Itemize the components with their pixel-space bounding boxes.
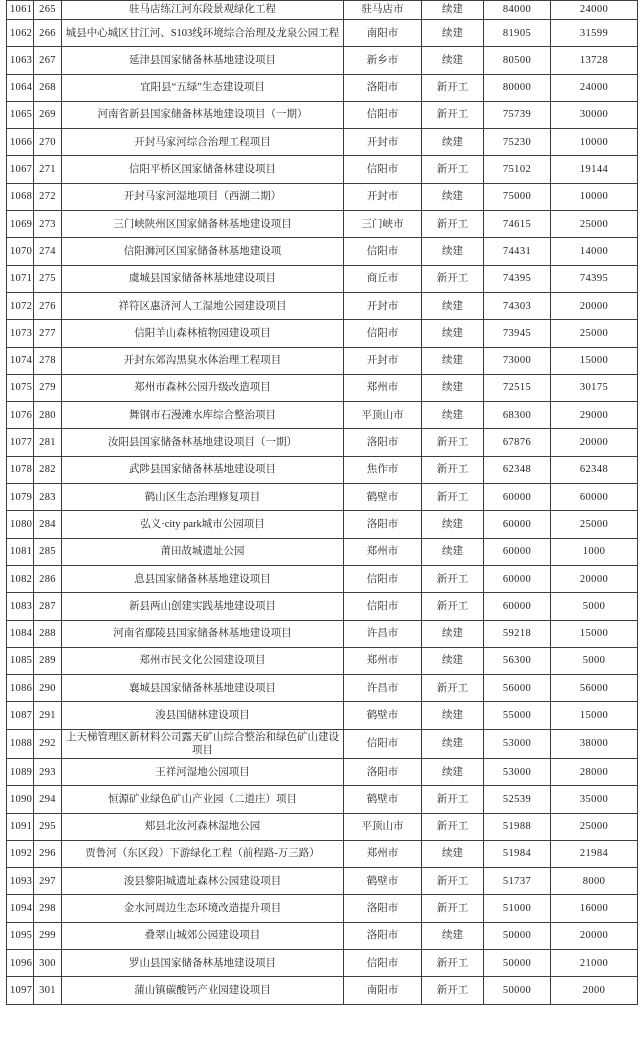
cell-status: 续建: [422, 347, 484, 374]
cell-row-number: 1086: [7, 675, 34, 702]
cell-row-number: 1065: [7, 101, 34, 128]
table-row: [7, 511, 638, 538]
cell-value-1: 62348: [484, 456, 551, 483]
cell-city: 信阳市: [344, 729, 422, 758]
cell-city: 信阳市: [344, 238, 422, 265]
cell-city: 平顶山市: [344, 402, 422, 429]
cell-project-name: 三门峡陕州区国家储备林基地建设项目: [62, 211, 344, 238]
cell-project-name: 开封马家河综合治理工程项目: [62, 129, 344, 156]
cell-status: 新开工: [422, 786, 484, 813]
cell-value-2: 20000: [551, 922, 638, 949]
cell-project-name: 蒲山镇碳酸钙产业园建设项目: [62, 977, 344, 1004]
table-row: [7, 758, 638, 785]
table-row: [7, 620, 638, 647]
cell-value-1: 51988: [484, 813, 551, 840]
cell-value-2: 24000: [551, 1, 638, 20]
cell-status: 新开工: [422, 211, 484, 238]
cell-row-number: 1073: [7, 320, 34, 347]
cell-value-2: 21000: [551, 950, 638, 977]
cell-value-1: 60000: [484, 484, 551, 511]
table-row: [7, 292, 638, 319]
cell-city: 信阳市: [344, 593, 422, 620]
cell-status: 新开工: [422, 977, 484, 1004]
cell-project-name: 鹤山区生态治理修复项目: [62, 484, 344, 511]
cell-project-name: 信阳平桥区国家储备林建设项目: [62, 156, 344, 183]
cell-city: 商丘市: [344, 265, 422, 292]
cell-value-2: 8000: [551, 868, 638, 895]
cell-value-1: 67876: [484, 429, 551, 456]
cell-status: 续建: [422, 729, 484, 758]
cell-status: 新开工: [422, 675, 484, 702]
cell-city: 鹤壁市: [344, 786, 422, 813]
cell-value-1: 80500: [484, 47, 551, 74]
cell-value-2: 15000: [551, 347, 638, 374]
table-row: [7, 484, 638, 511]
cell-project-name: 襄城县国家储备林基地建设项目: [62, 675, 344, 702]
cell-project-name: 贾鲁河（东区段）下游绿化工程（前程路-万三路）: [62, 840, 344, 867]
cell-status: 续建: [422, 238, 484, 265]
cell-value-2: 25000: [551, 511, 638, 538]
cell-project-name: 息县国家储备林基地建设项目: [62, 565, 344, 592]
cell-value-2: 2000: [551, 977, 638, 1004]
cell-row-number: 1061: [7, 1, 34, 20]
table-row: [7, 129, 638, 156]
cell-sequence-number: 286: [34, 565, 62, 592]
cell-row-number: 1085: [7, 647, 34, 674]
cell-value-1: 68300: [484, 402, 551, 429]
table-row: [7, 729, 638, 758]
cell-status: 续建: [422, 922, 484, 949]
cell-city: 南阳市: [344, 20, 422, 47]
cell-row-number: 1089: [7, 758, 34, 785]
cell-value-1: 55000: [484, 702, 551, 729]
cell-row-number: 1069: [7, 211, 34, 238]
table-row: [7, 74, 638, 101]
cell-sequence-number: 266: [34, 20, 62, 47]
cell-sequence-number: 270: [34, 129, 62, 156]
cell-row-number: 1080: [7, 511, 34, 538]
cell-row-number: 1093: [7, 868, 34, 895]
cell-value-1: 60000: [484, 565, 551, 592]
cell-value-1: 72515: [484, 374, 551, 401]
cell-sequence-number: 296: [34, 840, 62, 867]
cell-value-2: 60000: [551, 484, 638, 511]
cell-city: 郑州市: [344, 647, 422, 674]
cell-status: 新开工: [422, 895, 484, 922]
cell-value-1: 50000: [484, 950, 551, 977]
cell-sequence-number: 271: [34, 156, 62, 183]
cell-city: 信阳市: [344, 156, 422, 183]
cell-sequence-number: 272: [34, 183, 62, 210]
cell-value-2: 31599: [551, 20, 638, 47]
cell-project-name: 开封东郊沟黑臭水体治理工程项目: [62, 347, 344, 374]
cell-project-name: 弘义·city park城市公园项目: [62, 511, 344, 538]
cell-city: 郑州市: [344, 840, 422, 867]
cell-city: 开封市: [344, 129, 422, 156]
cell-city: 洛阳市: [344, 895, 422, 922]
cell-row-number: 1070: [7, 238, 34, 265]
table-row: [7, 265, 638, 292]
cell-value-2: 16000: [551, 895, 638, 922]
cell-status: 续建: [422, 702, 484, 729]
cell-value-2: 13728: [551, 47, 638, 74]
cell-project-name: 河南省鄢陵县国家储备林基地建设项目: [62, 620, 344, 647]
cell-value-1: 50000: [484, 922, 551, 949]
table-row: [7, 156, 638, 183]
cell-city: 郑州市: [344, 538, 422, 565]
cell-project-name: 郑州市森林公园升级改造项目: [62, 374, 344, 401]
table-row: [7, 183, 638, 210]
cell-status: 续建: [422, 511, 484, 538]
cell-sequence-number: 288: [34, 620, 62, 647]
cell-city: 鹤壁市: [344, 484, 422, 511]
cell-value-2: 74395: [551, 265, 638, 292]
cell-value-2: 35000: [551, 786, 638, 813]
cell-status: 新开工: [422, 101, 484, 128]
cell-value-2: 15000: [551, 620, 638, 647]
cell-city: 开封市: [344, 347, 422, 374]
cell-value-1: 84000: [484, 1, 551, 20]
cell-project-name: 汝阳县国家储备林基地建设项目（一期）: [62, 429, 344, 456]
cell-row-number: 1068: [7, 183, 34, 210]
cell-value-2: 10000: [551, 183, 638, 210]
cell-sequence-number: 294: [34, 786, 62, 813]
cell-city: 信阳市: [344, 565, 422, 592]
cell-status: 续建: [422, 840, 484, 867]
table-row: [7, 347, 638, 374]
table-row: [7, 647, 638, 674]
table-row: [7, 456, 638, 483]
cell-status: 续建: [422, 538, 484, 565]
cell-city: 鹤壁市: [344, 868, 422, 895]
cell-row-number: 1084: [7, 620, 34, 647]
cell-value-2: 38000: [551, 729, 638, 758]
cell-project-name: 新县两山创建实践基地建设项目: [62, 593, 344, 620]
project-table: [6, 0, 638, 1005]
cell-status: 新开工: [422, 429, 484, 456]
cell-project-name: 开封马家河湿地项目（西湖二期）: [62, 183, 344, 210]
cell-value-2: 19144: [551, 156, 638, 183]
cell-sequence-number: 284: [34, 511, 62, 538]
cell-value-2: 5000: [551, 593, 638, 620]
cell-value-1: 74615: [484, 211, 551, 238]
cell-project-name: 信阳羊山森林植物园建设项目: [62, 320, 344, 347]
cell-status: 续建: [422, 320, 484, 347]
cell-row-number: 1095: [7, 922, 34, 949]
cell-project-name: 莆田故城遗址公园: [62, 538, 344, 565]
cell-project-name: 舞钢市石漫滩水库综合整治项目: [62, 402, 344, 429]
cell-status: 新开工: [422, 868, 484, 895]
table-row: [7, 813, 638, 840]
cell-value-2: 10000: [551, 129, 638, 156]
cell-project-name: 城县中心城区甘江河、S103线环境综合治理及龙泉公园工程: [62, 20, 344, 47]
cell-value-1: 75230: [484, 129, 551, 156]
cell-value-2: 15000: [551, 702, 638, 729]
cell-city: 许昌市: [344, 620, 422, 647]
cell-value-1: 52539: [484, 786, 551, 813]
cell-value-2: 29000: [551, 402, 638, 429]
table-row: [7, 868, 638, 895]
cell-project-name: 浚县黎阳城遗址森林公园建设项目: [62, 868, 344, 895]
cell-value-1: 51737: [484, 868, 551, 895]
cell-value-1: 53000: [484, 758, 551, 785]
cell-status: 续建: [422, 647, 484, 674]
cell-value-1: 60000: [484, 538, 551, 565]
cell-row-number: 1092: [7, 840, 34, 867]
cell-project-name: 王祥河湿地公园项目: [62, 758, 344, 785]
table-row: [7, 402, 638, 429]
cell-row-number: 1067: [7, 156, 34, 183]
cell-value-1: 74395: [484, 265, 551, 292]
table-row: [7, 20, 638, 47]
cell-sequence-number: 282: [34, 456, 62, 483]
cell-status: 新开工: [422, 265, 484, 292]
cell-sequence-number: 277: [34, 320, 62, 347]
table-row: [7, 238, 638, 265]
cell-project-name: 罗山县国家储备林基地建设项目: [62, 950, 344, 977]
cell-value-2: 25000: [551, 211, 638, 238]
cell-project-name: 延津县国家储备林基地建设项目: [62, 47, 344, 74]
cell-city: 洛阳市: [344, 429, 422, 456]
table-row: [7, 977, 638, 1004]
cell-city: 信阳市: [344, 950, 422, 977]
cell-project-name: 宜阳县“五绿”生态建设项目: [62, 74, 344, 101]
table-row: [7, 840, 638, 867]
cell-city: 驻马店市: [344, 1, 422, 20]
table-row: [7, 950, 638, 977]
cell-row-number: 1094: [7, 895, 34, 922]
table-row: [7, 429, 638, 456]
cell-city: 新乡市: [344, 47, 422, 74]
cell-value-1: 80000: [484, 74, 551, 101]
table-row: [7, 786, 638, 813]
cell-value-2: 20000: [551, 429, 638, 456]
cell-row-number: 1078: [7, 456, 34, 483]
cell-sequence-number: 274: [34, 238, 62, 265]
cell-project-name: 浚县国储林建设项目: [62, 702, 344, 729]
cell-city: 开封市: [344, 292, 422, 319]
table-row: [7, 1, 638, 20]
cell-sequence-number: 299: [34, 922, 62, 949]
cell-row-number: 1071: [7, 265, 34, 292]
table-row: [7, 675, 638, 702]
cell-sequence-number: 293: [34, 758, 62, 785]
cell-value-2: 30000: [551, 101, 638, 128]
cell-value-2: 62348: [551, 456, 638, 483]
cell-sequence-number: 281: [34, 429, 62, 456]
table-row: [7, 101, 638, 128]
table-row: [7, 922, 638, 949]
cell-sequence-number: 275: [34, 265, 62, 292]
cell-value-2: 30175: [551, 374, 638, 401]
cell-value-1: 51000: [484, 895, 551, 922]
cell-row-number: 1063: [7, 47, 34, 74]
cell-row-number: 1088: [7, 729, 34, 758]
cell-project-name: 郑州市民文化公园建设项目: [62, 647, 344, 674]
table-row: [7, 593, 638, 620]
cell-city: 鹤壁市: [344, 702, 422, 729]
cell-sequence-number: 273: [34, 211, 62, 238]
cell-value-1: 74303: [484, 292, 551, 319]
cell-project-name: 信阳浉河区国家储备林基地建设项: [62, 238, 344, 265]
cell-row-number: 1096: [7, 950, 34, 977]
cell-row-number: 1097: [7, 977, 34, 1004]
cell-status: 新开工: [422, 484, 484, 511]
cell-value-1: 56000: [484, 675, 551, 702]
cell-city: 洛阳市: [344, 74, 422, 101]
cell-city: 焦作市: [344, 456, 422, 483]
cell-status: 续建: [422, 1, 484, 20]
cell-sequence-number: 291: [34, 702, 62, 729]
cell-sequence-number: 268: [34, 74, 62, 101]
cell-sequence-number: 285: [34, 538, 62, 565]
cell-status: 新开工: [422, 593, 484, 620]
cell-value-2: 56000: [551, 675, 638, 702]
cell-sequence-number: 297: [34, 868, 62, 895]
project-table-body: [7, 1, 638, 1005]
cell-sequence-number: 292: [34, 729, 62, 758]
cell-city: 洛阳市: [344, 511, 422, 538]
cell-status: 续建: [422, 20, 484, 47]
cell-row-number: 1062: [7, 20, 34, 47]
cell-value-1: 59218: [484, 620, 551, 647]
table-row: [7, 895, 638, 922]
cell-sequence-number: 287: [34, 593, 62, 620]
cell-row-number: 1079: [7, 484, 34, 511]
cell-value-1: 51984: [484, 840, 551, 867]
cell-city: 洛阳市: [344, 922, 422, 949]
cell-project-name: 恒源矿业绿色矿山产业园（二道庄）项目: [62, 786, 344, 813]
cell-city: 郑州市: [344, 374, 422, 401]
cell-status: 新开工: [422, 74, 484, 101]
cell-row-number: 1075: [7, 374, 34, 401]
cell-status: 续建: [422, 758, 484, 785]
cell-project-name: 虞城县国家储备林基地建设项目: [62, 265, 344, 292]
cell-value-2: 24000: [551, 74, 638, 101]
table-row: [7, 211, 638, 238]
table-row: [7, 47, 638, 74]
table-row: [7, 374, 638, 401]
cell-value-2: 1000: [551, 538, 638, 565]
cell-value-1: 74431: [484, 238, 551, 265]
cell-value-2: 20000: [551, 565, 638, 592]
cell-row-number: 1066: [7, 129, 34, 156]
cell-value-1: 75102: [484, 156, 551, 183]
cell-row-number: 1090: [7, 786, 34, 813]
cell-value-2: 20000: [551, 292, 638, 319]
cell-value-1: 50000: [484, 977, 551, 1004]
cell-row-number: 1074: [7, 347, 34, 374]
cell-value-1: 81905: [484, 20, 551, 47]
cell-city: 开封市: [344, 183, 422, 210]
cell-row-number: 1091: [7, 813, 34, 840]
cell-status: 续建: [422, 402, 484, 429]
cell-value-2: 25000: [551, 813, 638, 840]
cell-sequence-number: 269: [34, 101, 62, 128]
cell-project-name: 金水河周边生态环境改造提升项目: [62, 895, 344, 922]
cell-sequence-number: 278: [34, 347, 62, 374]
cell-city: 平顶山市: [344, 813, 422, 840]
cell-row-number: 1087: [7, 702, 34, 729]
table-row: [7, 702, 638, 729]
cell-status: 续建: [422, 620, 484, 647]
cell-value-1: 75739: [484, 101, 551, 128]
cell-sequence-number: 301: [34, 977, 62, 1004]
cell-row-number: 1082: [7, 565, 34, 592]
cell-row-number: 1064: [7, 74, 34, 101]
cell-project-name: 叠翠山城郊公园建设项目: [62, 922, 344, 949]
cell-status: 新开工: [422, 813, 484, 840]
cell-status: 新开工: [422, 565, 484, 592]
cell-city: 三门峡市: [344, 211, 422, 238]
cell-status: 续建: [422, 129, 484, 156]
cell-city: 洛阳市: [344, 758, 422, 785]
cell-city: 许昌市: [344, 675, 422, 702]
cell-status: 新开工: [422, 156, 484, 183]
cell-value-2: 28000: [551, 758, 638, 785]
cell-sequence-number: 279: [34, 374, 62, 401]
cell-value-1: 60000: [484, 511, 551, 538]
cell-value-1: 53000: [484, 729, 551, 758]
cell-row-number: 1072: [7, 292, 34, 319]
cell-row-number: 1077: [7, 429, 34, 456]
cell-project-name: 郏县北汝河森林湿地公园: [62, 813, 344, 840]
cell-sequence-number: 276: [34, 292, 62, 319]
cell-value-2: 14000: [551, 238, 638, 265]
cell-value-1: 60000: [484, 593, 551, 620]
cell-sequence-number: 265: [34, 1, 62, 20]
cell-status: 续建: [422, 47, 484, 74]
cell-value-1: 75000: [484, 183, 551, 210]
cell-row-number: 1083: [7, 593, 34, 620]
cell-sequence-number: 289: [34, 647, 62, 674]
cell-row-number: 1081: [7, 538, 34, 565]
cell-status: 新开工: [422, 950, 484, 977]
cell-city: 南阳市: [344, 977, 422, 1004]
cell-value-1: 73945: [484, 320, 551, 347]
cell-value-2: 21984: [551, 840, 638, 867]
cell-project-name: 驻马店练江河东段景观绿化工程: [62, 1, 344, 20]
cell-city: 信阳市: [344, 320, 422, 347]
cell-project-name: 河南省新县国家储备林基地建设项目（一期）: [62, 101, 344, 128]
table-row: [7, 538, 638, 565]
cell-sequence-number: 295: [34, 813, 62, 840]
cell-sequence-number: 280: [34, 402, 62, 429]
cell-sequence-number: 290: [34, 675, 62, 702]
cell-row-number: 1076: [7, 402, 34, 429]
table-row: [7, 320, 638, 347]
cell-city: 信阳市: [344, 101, 422, 128]
cell-project-name: 上天梯管理区新材料公司露天矿山综合整治和绿色矿山建设项目: [62, 729, 344, 758]
table-row: [7, 565, 638, 592]
cell-sequence-number: 300: [34, 950, 62, 977]
cell-project-name: 祥符区惠济河人工湿地公园建设项目: [62, 292, 344, 319]
cell-status: 续建: [422, 183, 484, 210]
cell-sequence-number: 267: [34, 47, 62, 74]
cell-value-2: 25000: [551, 320, 638, 347]
cell-sequence-number: 298: [34, 895, 62, 922]
cell-value-2: 5000: [551, 647, 638, 674]
cell-status: 续建: [422, 292, 484, 319]
cell-status: 新开工: [422, 456, 484, 483]
cell-value-1: 73000: [484, 347, 551, 374]
cell-status: 续建: [422, 374, 484, 401]
cell-sequence-number: 283: [34, 484, 62, 511]
cell-value-1: 56300: [484, 647, 551, 674]
cell-project-name: 武陟县国家储备林基地建设项目: [62, 456, 344, 483]
